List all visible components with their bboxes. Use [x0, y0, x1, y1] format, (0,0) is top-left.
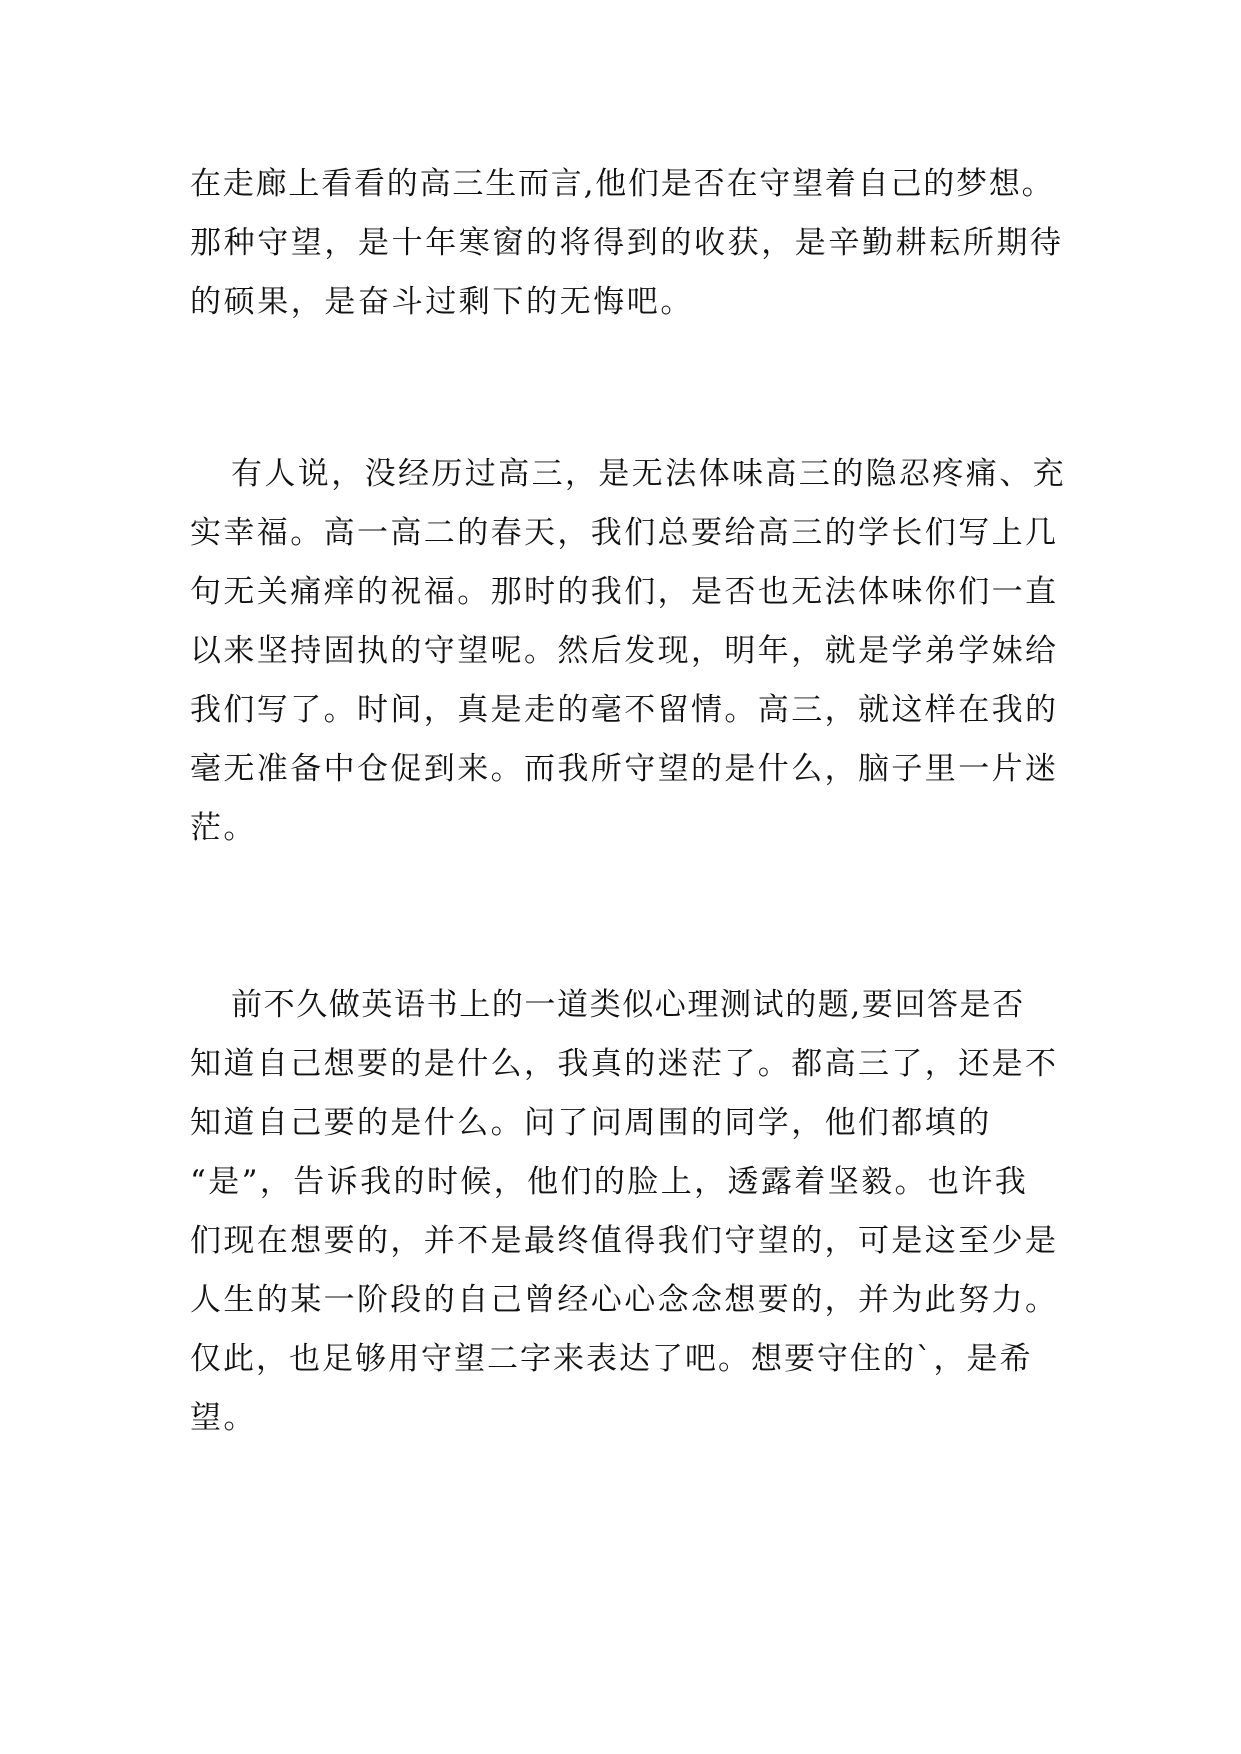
paragraph-line: 我们写了。时间，真是走的毫不留情。高三，就这样在我的 — [190, 692, 1059, 728]
paragraph-line: 实幸福。高一高二的春天，我们总要给高三的学长们写上几 — [190, 515, 1059, 551]
paragraph-line: 知道自己要的是什么。问了问周围的同学，他们都填的 — [190, 1105, 992, 1141]
paragraph-line: 茫。 — [190, 810, 257, 846]
paragraph-line: 前不久做英语书上的一道类似心理测试的题,要回答是否 — [231, 987, 1025, 1023]
paragraph-line: 以来坚持固执的守望呢。然后发现，明年，就是学弟学妹给 — [190, 633, 1059, 669]
paragraph-line: 知道自己想要的是什么，我真的迷茫了。都高三了，还是不 — [190, 1046, 1059, 1082]
paragraph-line: 在走廊上看看的高三生而言,他们是否在守望着自己的梦想。 — [190, 166, 1055, 202]
paragraph-line: 句无关痛痒的祝福。那时的我们，是否也无法体味你们一直 — [190, 574, 1059, 610]
paragraph-line: 毫无准备中仓促到来。而我所守望的是什么，脑子里一片迷 — [190, 751, 1059, 787]
paragraph-line: 仅此，也足够用守望二字来表达了吧。想要守住的`，是希 — [190, 1341, 1033, 1377]
paragraph-line: 人生的某一阶段的自己曾经心心念念想要的，并为此努力。 — [190, 1282, 1059, 1318]
paragraph-line: 那种守望，是十年寒窗的将得到的收获，是辛勤耕耘所期待 — [190, 225, 1064, 261]
paragraph-line: 的硕果，是奋斗过剩下的无悔吧。 — [190, 284, 694, 320]
paragraph-line: 们现在想要的，并不是最终值得我们守望的，可是这至少是 — [190, 1223, 1059, 1259]
paragraph-line: 望。 — [190, 1400, 257, 1436]
paragraph-line: 有人说，没经历过高三，是无法体味高三的隐忍疼痛、充 — [231, 456, 1066, 492]
paragraph-line: “是”，告诉我的时候，他们的脸上，透露着坚毅。也许我 — [190, 1164, 1029, 1200]
